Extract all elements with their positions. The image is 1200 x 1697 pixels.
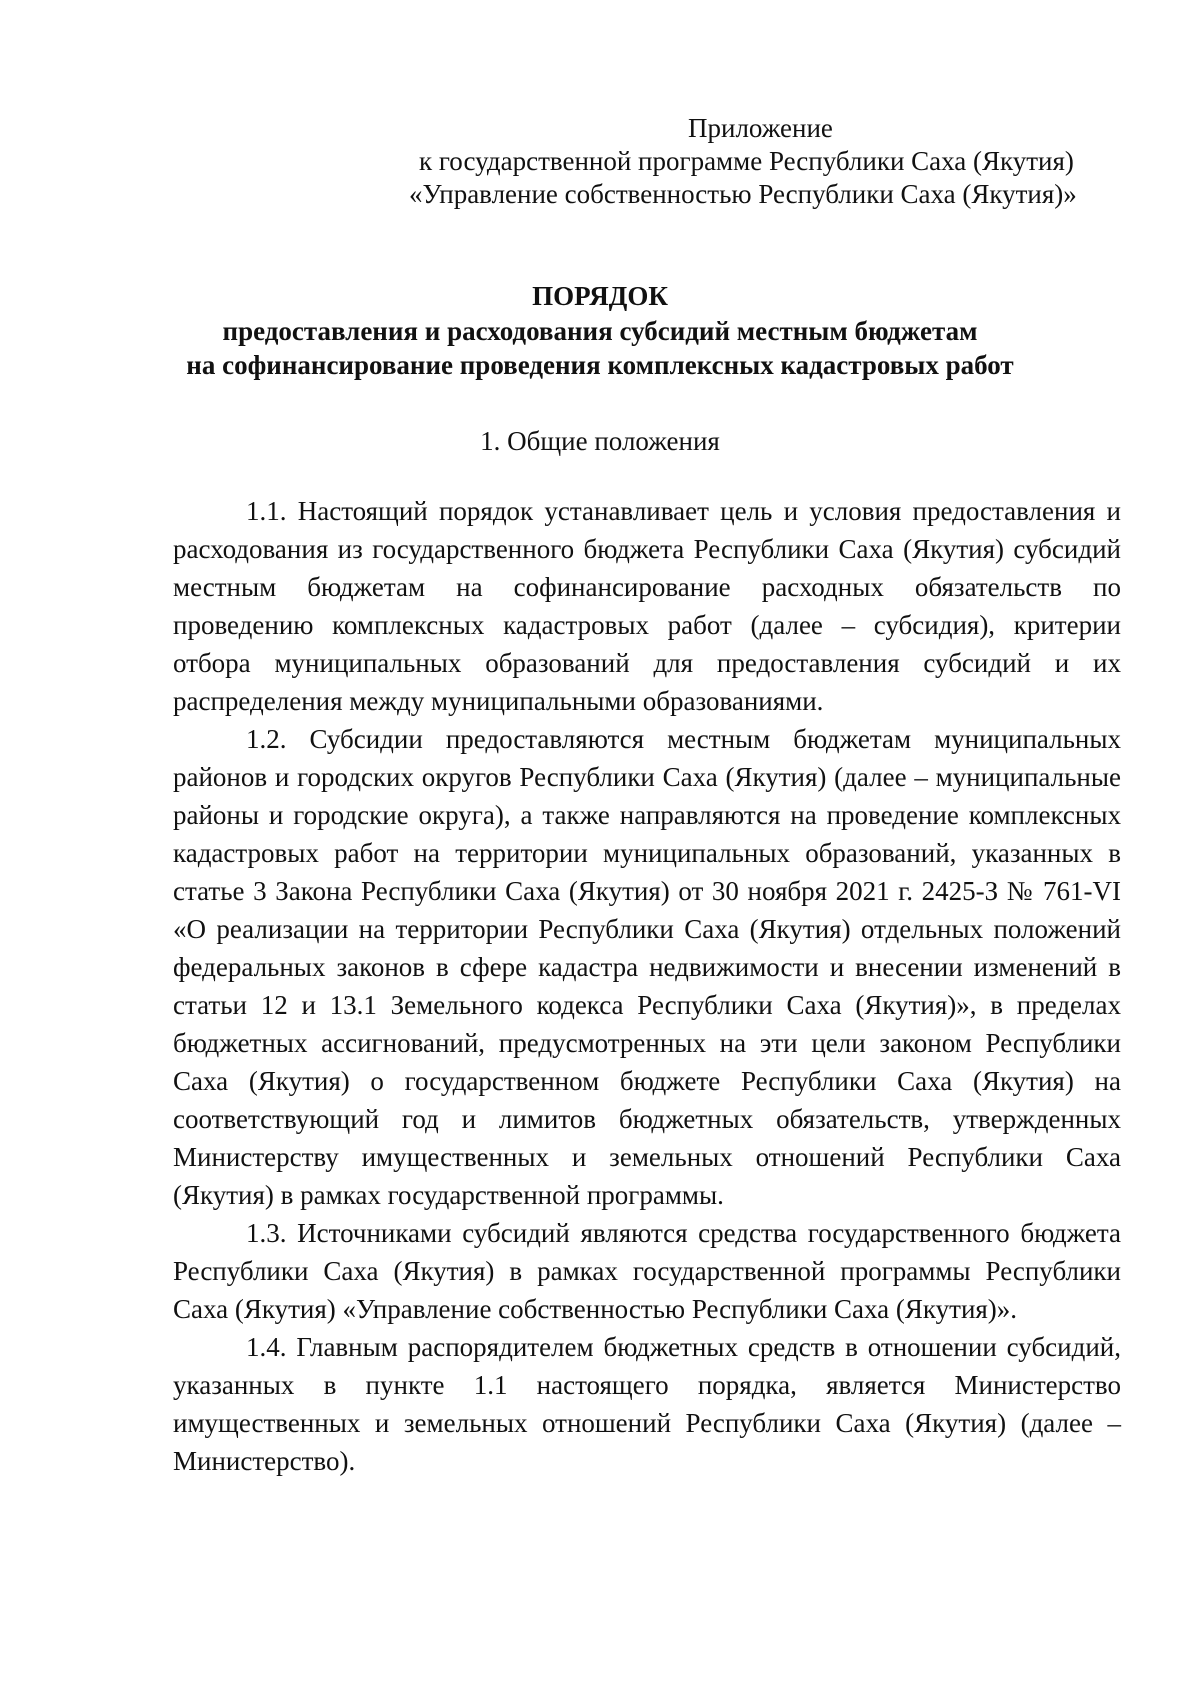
section-heading: 1. Общие положения (480, 426, 720, 456)
appendix-label: Приложение (688, 113, 833, 143)
document-title (0, 279, 1200, 382)
paragraph-1-4: 1.4. Главным распорядителем бюджетных средств в отношении субсидий, указанных в пункте 1.1 настоящего порядка, является Министерство имущественных и земельных отношений Республики Саха (Якутия) (далее – Министерство). (173, 1332, 1121, 1476)
title-subtitle-line-1: предоставления и расходования субсидий местным бюджетам (222, 316, 978, 346)
title-subtitle-line-2: на софинансирование проведения комплексных кадастровых работ (186, 350, 1014, 380)
appendix-note (0, 112, 1200, 211)
document-body (173, 492, 1121, 1480)
paragraph-1-3: 1.3. Источниками субсидий являются средства государственного бюджета Республики Саха (Якутия) в рамках государственной программы Республики Саха (Якутия) «Управление собственностью Республики Саха (Якутия)». (173, 1218, 1121, 1324)
paragraph-1-2: 1.2. Субсидии предоставляются местным бюджетам муниципальных районов и городских округов Республики Саха (Якутия) (далее – муниципальные районы и городские округа), а также направляются на проведение комплексных кадастровых работ на территории муниципальных образований, указанных в статье 3 Закона Республики Саха (Якутия) от 30 ноября 2021 г. 2425-З № 761-VI «О реализации на территории Республики Саха (Якутия) отдельных положений федеральных законов в сфере кадастра недвижимости и внесении изменений в статьи 12 и 13.1 Земельного кодекса Республики Саха (Якутия)», в пределах бюджетных ассигнований, предусмотренных на эти цели законом Республики Саха (Якутия) о государственном бюджете Республики Саха (Якутия) на соответствующий год и лимитов бюджетных обязательств, утвержденных Министерству имущественных и земельных отношений Республики Саха (Якутия) в рамках государственной программы. (173, 724, 1121, 1210)
paragraph-1-1: 1.1. Настоящий порядок устанавливает цель и условия предоставления и расходования из государственного бюджета Республики Саха (Якутия) субсидий местным бюджетам на софинансирование расходных обязательств по проведению комплексных кадастровых работ (далее – субсидия), критерии отбора муниципальных образований для предоставления субсидий и их распределения между муниципальными образованиями. (173, 496, 1121, 716)
appendix-program-name: «Управление собственностью Республики Саха (Якутия)» (409, 179, 1077, 209)
appendix-program-reference: к государственной программе Республики Саха (Якутия) (419, 146, 1074, 176)
title-heading: ПОРЯДОК (532, 281, 668, 311)
